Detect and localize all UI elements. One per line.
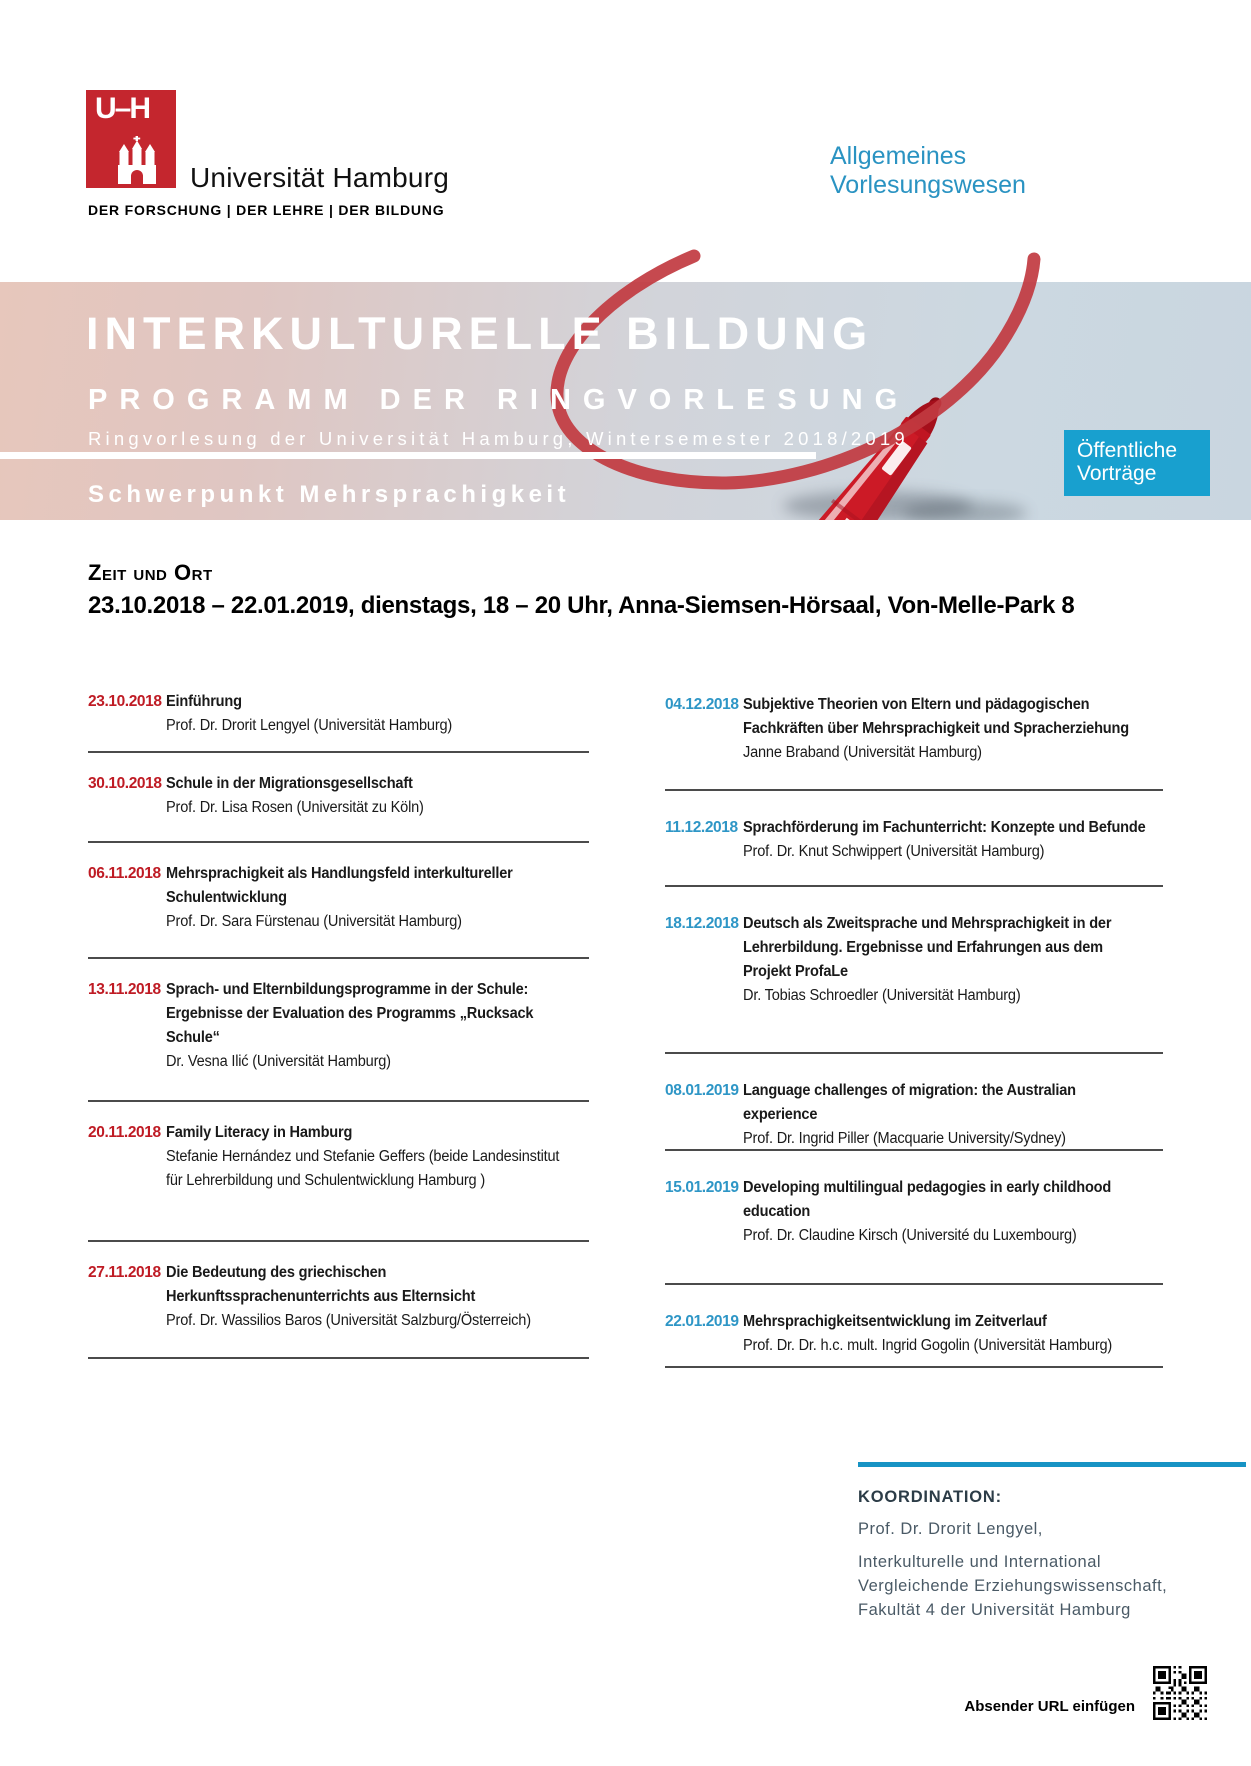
avw-line-2: Vorlesungswesen	[830, 171, 1026, 199]
lecture-speaker: Prof. Dr. Wassilios Baros (Universität Salzburg/Österreich)	[166, 1312, 531, 1329]
program-entry	[665, 1310, 1175, 1368]
lecture-speaker: Stefanie Hernández und Stefanie Geffers (beide Landesinstitut für Lehrerbildung und Schulentwicklung Hamburg )	[166, 1148, 560, 1189]
program-entry	[88, 690, 600, 753]
program-entry	[88, 978, 600, 1102]
time-place-details: 23.10.2018 – 22.01.2019, dienstags, 18 – 20 Uhr, Anna-Siemsen-Hörsaal, Von-Melle-Park 8	[88, 592, 1075, 619]
uhh-logo-acronym: U–H	[95, 92, 150, 125]
university-claim: DER FORSCHUNG | DER LEHRE | DER BILDUNG	[88, 202, 445, 218]
uhh-logo	[86, 90, 176, 188]
coordination-block	[858, 1462, 1248, 1622]
lecture-date: 22.01.2019	[665, 1313, 739, 1330]
lecture-date: 27.11.2018	[88, 1264, 161, 1281]
banner-subtitle: PROGRAMM DER RINGVORLESUNG	[88, 384, 910, 416]
hero-banner	[0, 282, 1251, 520]
lecture-speaker: Prof. Dr. Dr. h.c. mult. Ingrid Gogolin (Universität Hamburg)	[743, 1337, 1113, 1354]
lecture-title: Mehrsprachigkeitsentwicklung im Zeitverlauf	[743, 1313, 1047, 1330]
coordination-rule	[858, 1462, 1246, 1467]
lecture-date: 13.11.2018	[88, 981, 161, 998]
lecture-title: Einführung	[166, 693, 242, 710]
program-column-left	[88, 690, 600, 1378]
lecture-title: Family Literacy in Hamburg	[166, 1124, 353, 1141]
banner-focus-line: Schwerpunkt Mehrsprachigkeit	[88, 481, 571, 508]
qr-caption: Absender URL einfügen	[964, 1698, 1135, 1715]
allgemeines-vorlesungswesen-label	[830, 142, 1026, 200]
castle-icon	[116, 136, 158, 189]
banner-title: INTERKULTURELLE BILDUNG	[86, 308, 874, 359]
coordination-org	[858, 1550, 1248, 1622]
lecture-speaker: Janne Braband (Universität Hamburg)	[743, 744, 982, 761]
program-entry	[88, 862, 600, 959]
lecture-speaker: Dr. Tobias Schroedler (Universität Hamburg)	[743, 987, 1021, 1004]
program-entry	[665, 693, 1175, 791]
banner-series-line: Ringvorlesung der Universität Hamburg, Wintersemester 2018/2019	[88, 428, 909, 449]
time-place-heading: Zeit und Ort	[88, 560, 213, 585]
lecture-date: 20.11.2018	[88, 1124, 161, 1141]
lecture-date: 06.11.2018	[88, 865, 161, 882]
lecture-speaker: Prof. Dr. Drorit Lengyel (Universität Hamburg)	[166, 717, 453, 734]
coordination-org-line: Fakultät 4 der Universität Hamburg	[858, 1601, 1131, 1619]
program-entry	[665, 1176, 1175, 1285]
program-entry	[88, 772, 600, 843]
badge-line-2: Vorträge	[1077, 462, 1157, 485]
lecture-speaker: Prof. Dr. Sara Fürstenau (Universität Hamburg)	[166, 913, 462, 930]
program-entry	[88, 1261, 600, 1359]
program-column-right	[665, 693, 1175, 1393]
coordination-org-line: Vergleichende Erziehungswissenschaft,	[858, 1577, 1168, 1595]
program-entry	[88, 1121, 600, 1242]
lecture-date: 15.01.2019	[665, 1179, 739, 1196]
lecture-title: Sprachförderung im Fachunterricht: Konzepte und Befunde	[743, 819, 1146, 836]
coordination-org-line: Interkulturelle und International	[858, 1553, 1102, 1571]
lecture-date: 23.10.2018	[88, 693, 162, 710]
lecture-date: 08.01.2019	[665, 1082, 739, 1099]
lecture-title: Deutsch als Zweitsprache und Mehrsprachigkeit in der Lehrerbildung. Ergebnisse und Erfahrungen aus dem Projekt ProfaLe	[743, 915, 1112, 980]
red-marker-pen	[0, 282, 1251, 520]
lecture-date: 30.10.2018	[88, 775, 162, 792]
lecture-date: 18.12.2018	[665, 915, 739, 932]
coordination-heading: KOORDINATION:	[858, 1488, 1002, 1506]
lecture-title: Sprach- und Elternbildungsprogramme in der Schule: Ergebnisse der Evaluation des Programms „Rucksack Schule“	[166, 981, 534, 1046]
lecture-title: Schule in der Migrationsgesellschaft	[166, 775, 413, 792]
lecture-title: Mehrsprachigkeit als Handlungsfeld interkultureller Schulentwicklung	[166, 865, 513, 906]
program-entry	[665, 1079, 1175, 1151]
university-name: Universität Hamburg	[190, 162, 449, 193]
lecture-speaker: Prof. Dr. Claudine Kirsch (Université du Luxembourg)	[743, 1227, 1077, 1244]
lecture-speaker: Prof. Dr. Ingrid Piller (Macquarie University/Sydney)	[743, 1130, 1066, 1147]
coordination-name: Prof. Dr. Drorit Lengyel,	[858, 1520, 1043, 1538]
program-entry	[665, 816, 1175, 887]
avw-line-1: Allgemeines	[830, 142, 967, 170]
program-entry	[665, 912, 1175, 1054]
lecture-title: Developing multilingual pedagogies in early childhood education	[743, 1179, 1112, 1220]
lecture-speaker: Dr. Vesna Ilić (Universität Hamburg)	[166, 1053, 391, 1070]
lecture-title: Language challenges of migration: the Australian experience	[743, 1082, 1076, 1123]
lecture-speaker: Prof. Dr. Knut Schwippert (Universität Hamburg)	[743, 843, 1045, 860]
badge-line-1: Öffentliche	[1077, 439, 1178, 462]
lecture-title: Subjektive Theorien von Eltern und pädagogischen Fachkräften über Mehrsprachigkeit und Spracherziehung	[743, 696, 1129, 737]
lecture-date: 11.12.2018	[665, 819, 738, 836]
lecture-date: 04.12.2018	[665, 696, 739, 713]
lecture-speaker: Prof. Dr. Lisa Rosen (Universität zu Köln)	[166, 799, 424, 816]
lecture-title: Die Bedeutung des griechischen Herkunftssprachenunterrichts aus Elternsicht	[166, 1264, 476, 1305]
qr-code	[1153, 1666, 1207, 1720]
